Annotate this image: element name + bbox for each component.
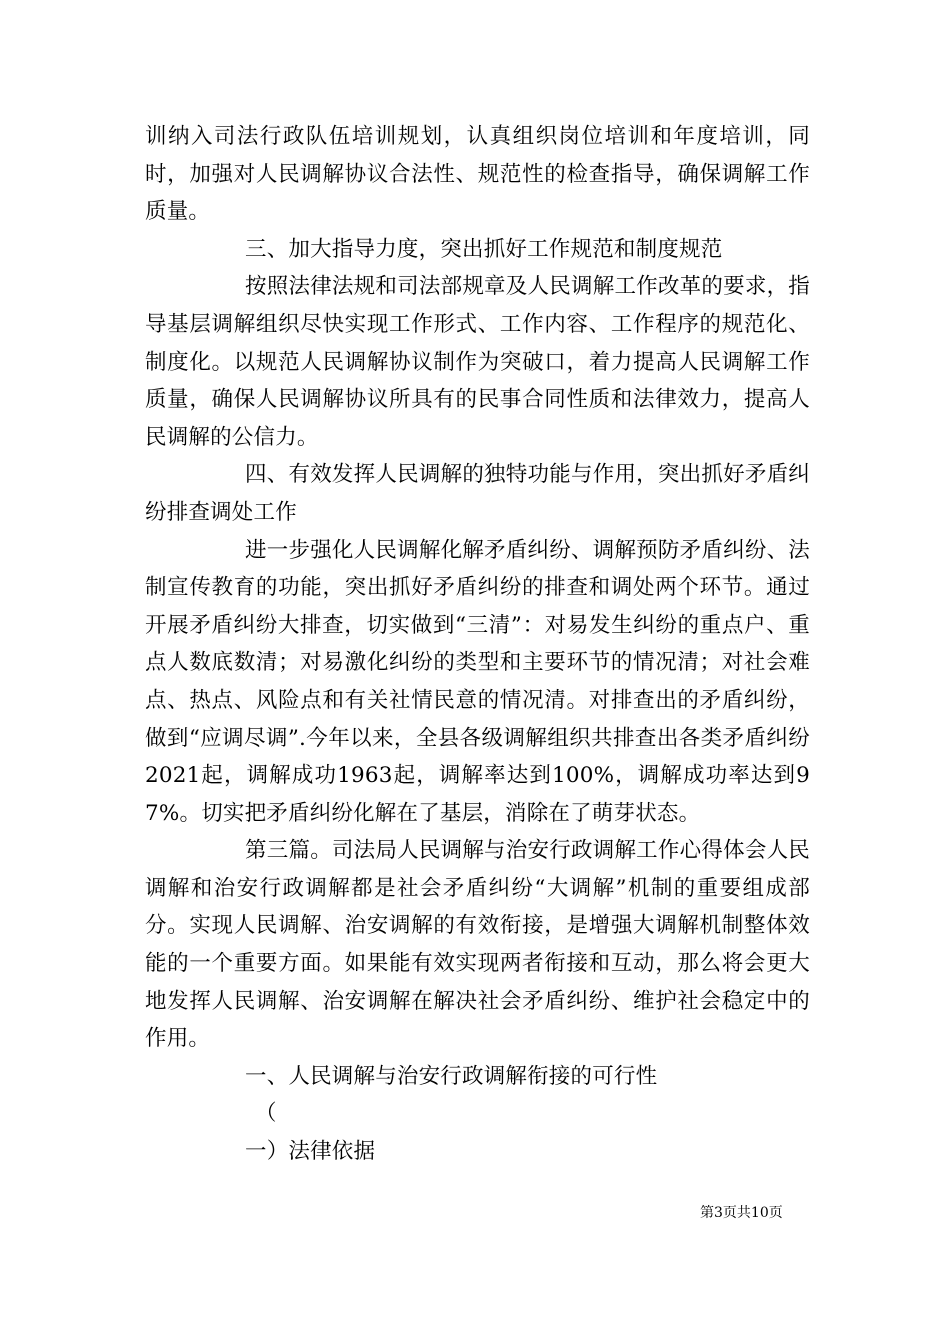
section-heading-three: 三、加大指导力度，突出抓好工作规范和制度规范 [245, 236, 723, 262]
paragraph-third-article: 第三篇。司法局人民调解与治安行政调解工作心得体会人民调解和治安行政调解都是社会矛盾纠纷“大调解”机制的重要组成部分。实现人民调解、治安调解的有效衔接，是增强大调解机制整体效能的一个重要方面。如果能有效实现两者衔接和互动，那么将会更大地发挥人民调解、治安调解在解决社会矛盾纠纷、维护社会稳定中的作用。 [145, 838, 810, 1052]
paragraph-dispute-screening: 进一步强化人民调解化解矛盾纠纷、调解预防矛盾纠纷、法制宣传教育的功能，突出抓好矛盾纠纷的排查和调处两个环节。通过开展矛盾纠纷大排查，切实做到“三清”：对易发生纠纷的重点户、重点人数底数清；对易激化纠纷的类型和主要环节的情况清；对社会难点、热点、风险点和有关社情民意的情况清。对排查出的矛盾纠纷，做到“应调尽调”.今年以来，全县各级调解组织共排查出各类矛盾纠纷2021起，调解成功1963起，调解率达到100%，调解成功率达到97%。切实把矛盾纠纷化解在了基层，消除在了萌芽状态。 [145, 537, 810, 826]
document-body [145, 118, 810, 1171]
page-number: 第3页共10页 [700, 1205, 783, 1221]
paragraph-training: 训纳入司法行政队伍培训规划，认真组织岗位培训和年度培训，同时，加强对人民调解协议合法性、规范性的检查指导，确保调解工作质量。 [145, 124, 810, 225]
section-heading-four: 四、有效发挥人民调解的独特功能与作用，突出抓好矛盾纠纷排查调处工作 [145, 462, 810, 525]
subheading-legal-basis: 一）法律依据 [245, 1139, 376, 1165]
paragraph-guidance: 按照法律法规和司法部规章及人民调解工作改革的要求，指导基层调解组织尽快实现工作形式、工作内容、工作程序的规范化、制度化。以规范人民调解协议制作为突破口，着力提高人民调解工作质量，确保人民调解协议所具有的民事合同性质和法律效力，提高人民调解的公信力。 [145, 274, 810, 450]
section-heading-one: 一、人民调解与治安行政调解衔接的可行性 [245, 1063, 658, 1089]
open-parenthesis: （ [255, 1101, 277, 1127]
